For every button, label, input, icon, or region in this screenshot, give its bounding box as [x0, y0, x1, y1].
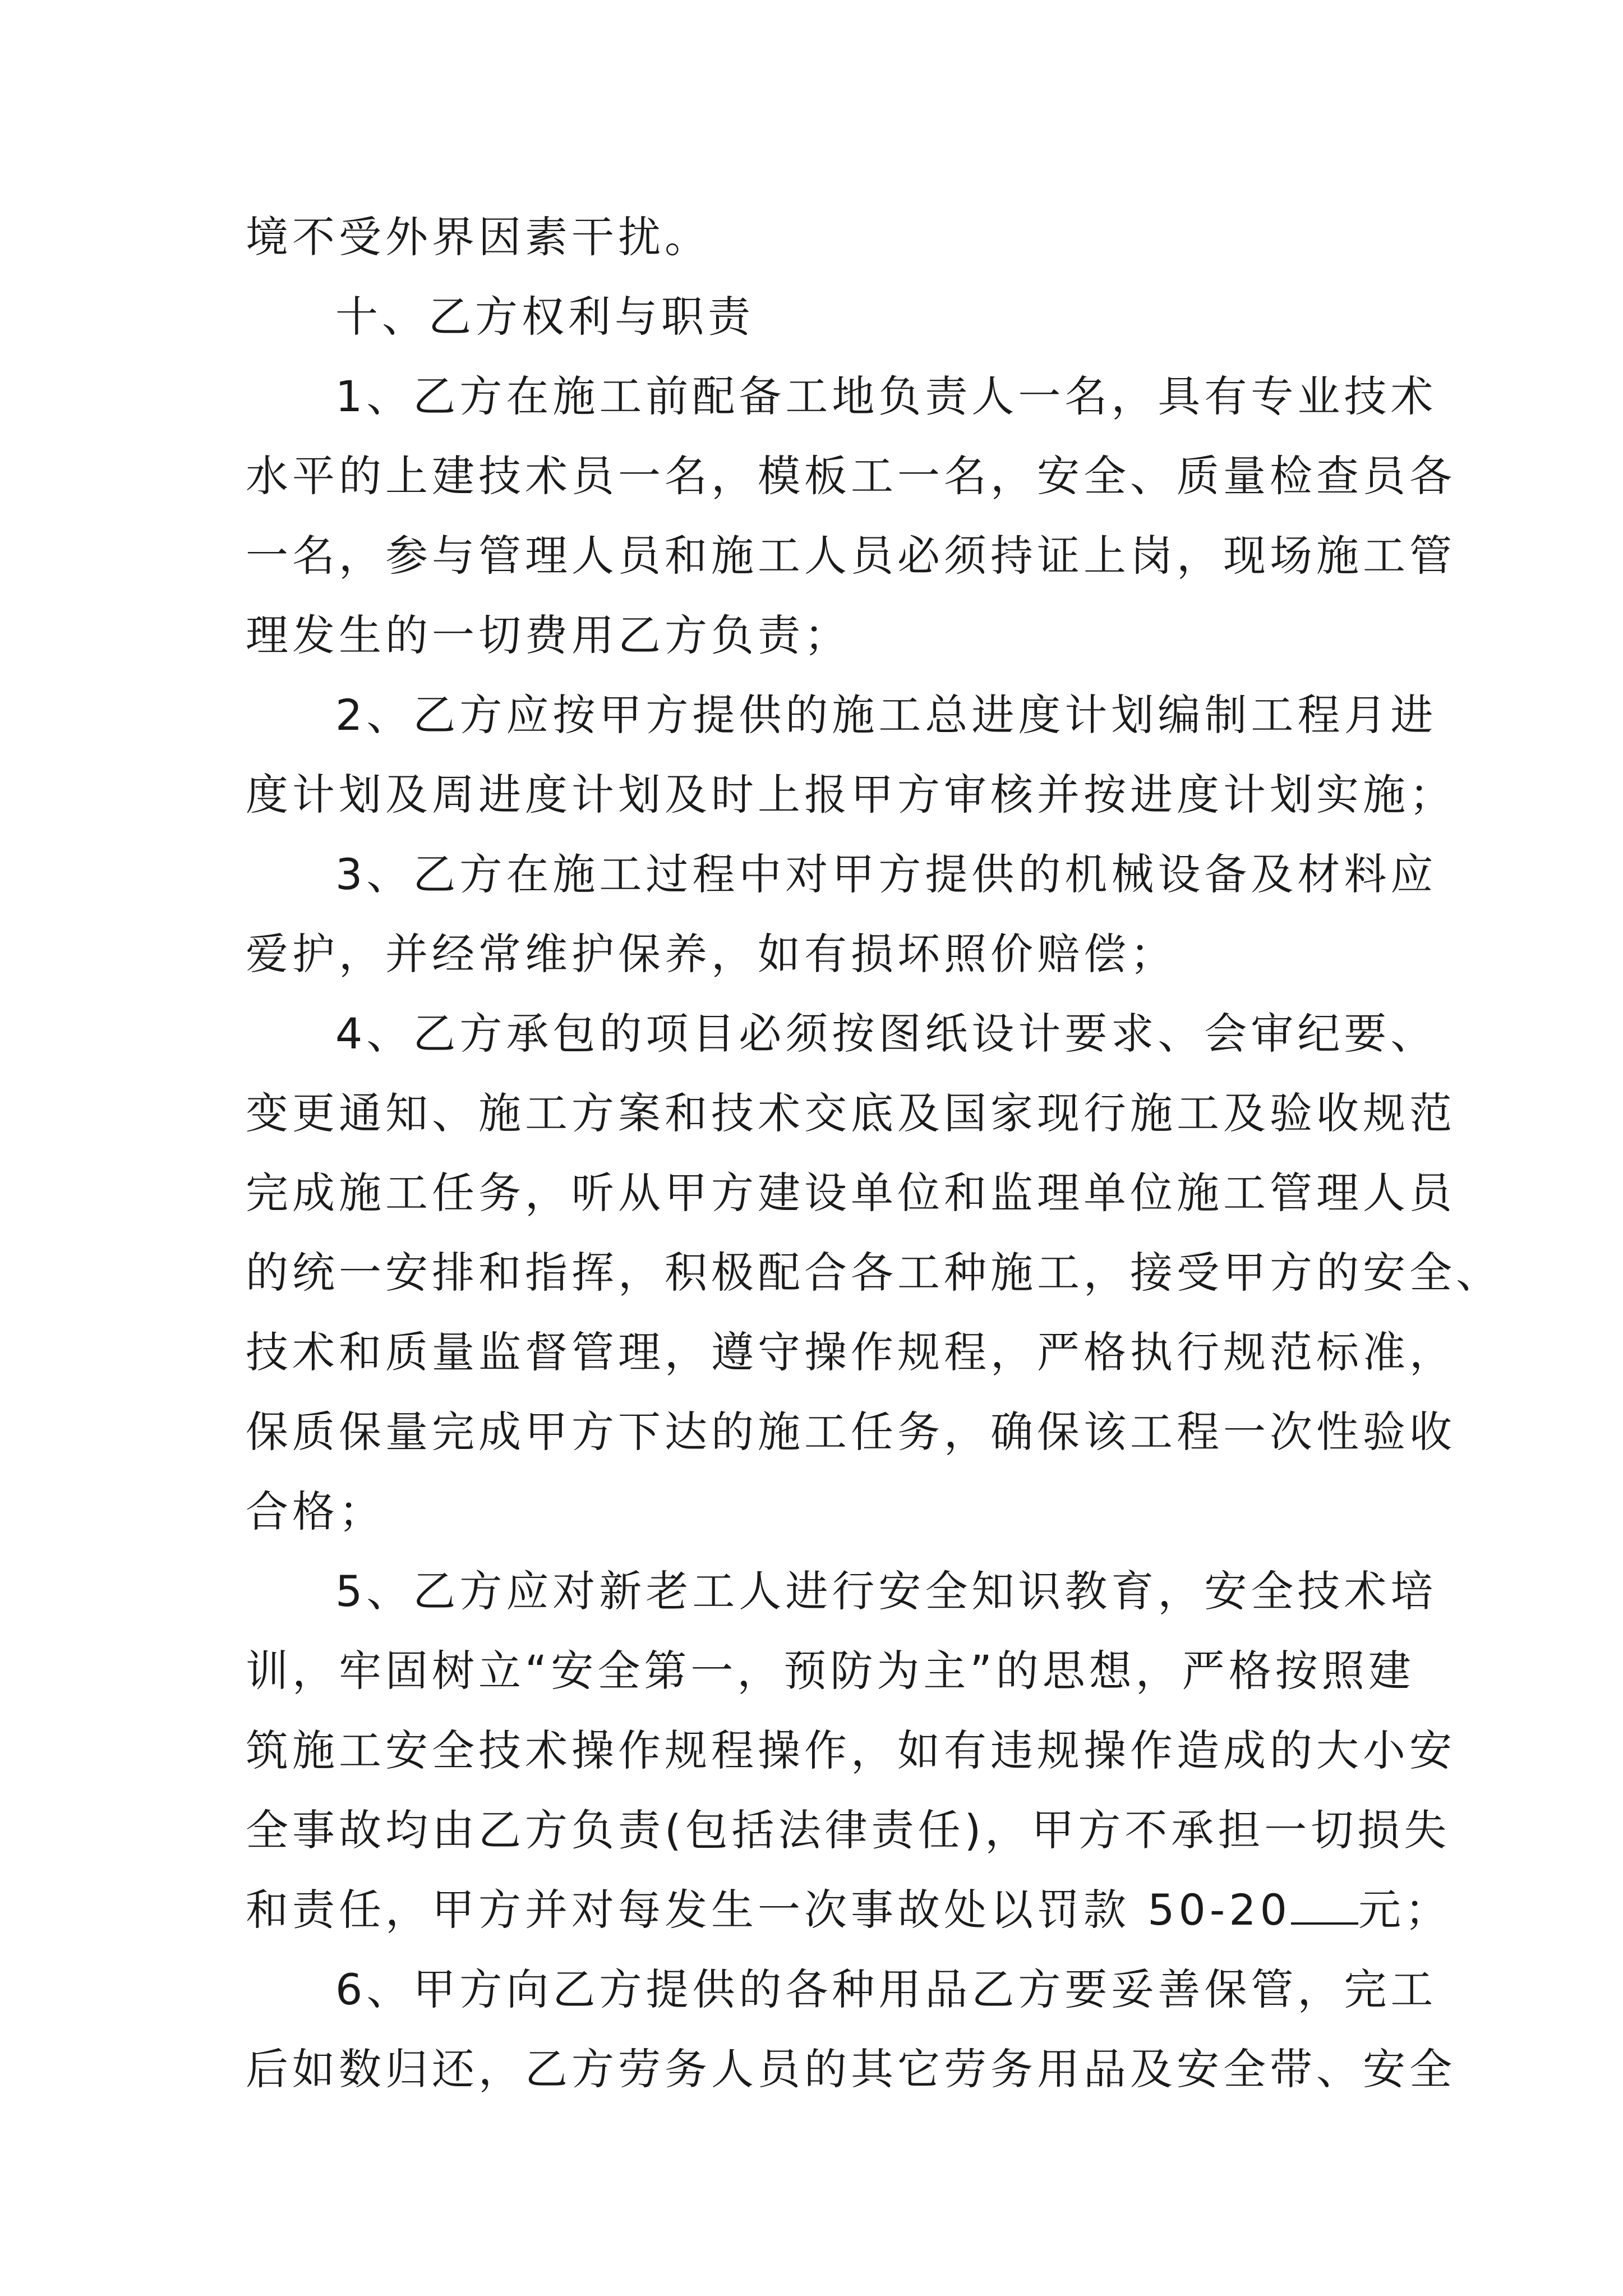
clause-4-line: 完成施工任务，听从甲方建设单位和监理单位施工管理人员	[246, 1168, 1456, 1218]
section-heading: 十、乙方权利与职责	[335, 292, 754, 342]
clause-2-line: 度计划及周进度计划及时上报甲方审核并按进度计划实施；	[246, 770, 1456, 820]
clause-4-line: 4、乙方承包的项目必须按图纸设计要求、会审纪要、	[335, 1009, 1437, 1059]
clause-5-line: 5、乙方应对新老工人进行安全知识教育，安全技术培	[335, 1566, 1437, 1616]
clause-6-line: 6、甲方向乙方提供的各种用品乙方要妥善保管，完工	[335, 1964, 1437, 2014]
clause-4-line: 保质保量完成甲方下达的施工任务，确保该工程一次性验收	[246, 1407, 1456, 1457]
document-body	[246, 197, 1502, 2109]
clause-3-line: 3、乙方在施工过程中对甲方提供的机械设备及材料应	[335, 849, 1437, 899]
text-line: 境不受外界因素干扰。	[246, 212, 711, 262]
clause-2-line: 2、乙方应按甲方提供的施工总进度计划编制工程月进	[335, 690, 1437, 740]
clause-3-line: 爱护，并经常维护保养，如有损坏照价赔偿；	[246, 929, 1177, 979]
clause-4-line: 技术和质量监督管理，遵守操作规程，严格执行规范标准，	[246, 1327, 1456, 1377]
fill-in-blank	[1291, 1883, 1358, 1925]
clause-5-fine-line	[246, 1870, 1451, 1950]
clause-1-line: 一名，参与管理人员和施工人员必须持证上岗，现场施工管	[246, 531, 1456, 581]
clause-4-line: 合格；	[246, 1487, 385, 1536]
clause-5-line: 训，牢固树立“安全第一，预防为主”的思想，严格按照建	[246, 1646, 1415, 1696]
clause-5-line: 筑施工安全技术操作规程操作，如有违规操作造成的大小安	[246, 1726, 1456, 1775]
clause-1-line: 水平的上建技术员一名，模板工一名，安全、质量检查员各	[246, 451, 1456, 501]
fine-text: 和责任，甲方并对每发生一次事故处以罚款 50-20	[246, 1885, 1291, 1935]
clause-1-line: 1、乙方在施工前配备工地负责人一名，具有专业技术	[335, 371, 1437, 421]
clause-4-line: 变更通知、施工方案和技术交底及国家现行施工及验收规范	[246, 1088, 1456, 1138]
clause-1-line: 理发生的一切费用乙方负责；	[246, 610, 851, 660]
clause-6-line: 后如数归还，乙方劳务人员的其它劳务用品及安全带、安全	[246, 2044, 1456, 2094]
clause-4-line: 的统一安排和指挥，积极配合各工种施工，接受甲方的安全、	[246, 1248, 1502, 1297]
clause-5-line: 全事故均由乙方负责(包括法律责任)，甲方不承担一切损失	[246, 1805, 1451, 1855]
fine-unit-text: 元；	[1358, 1885, 1451, 1935]
